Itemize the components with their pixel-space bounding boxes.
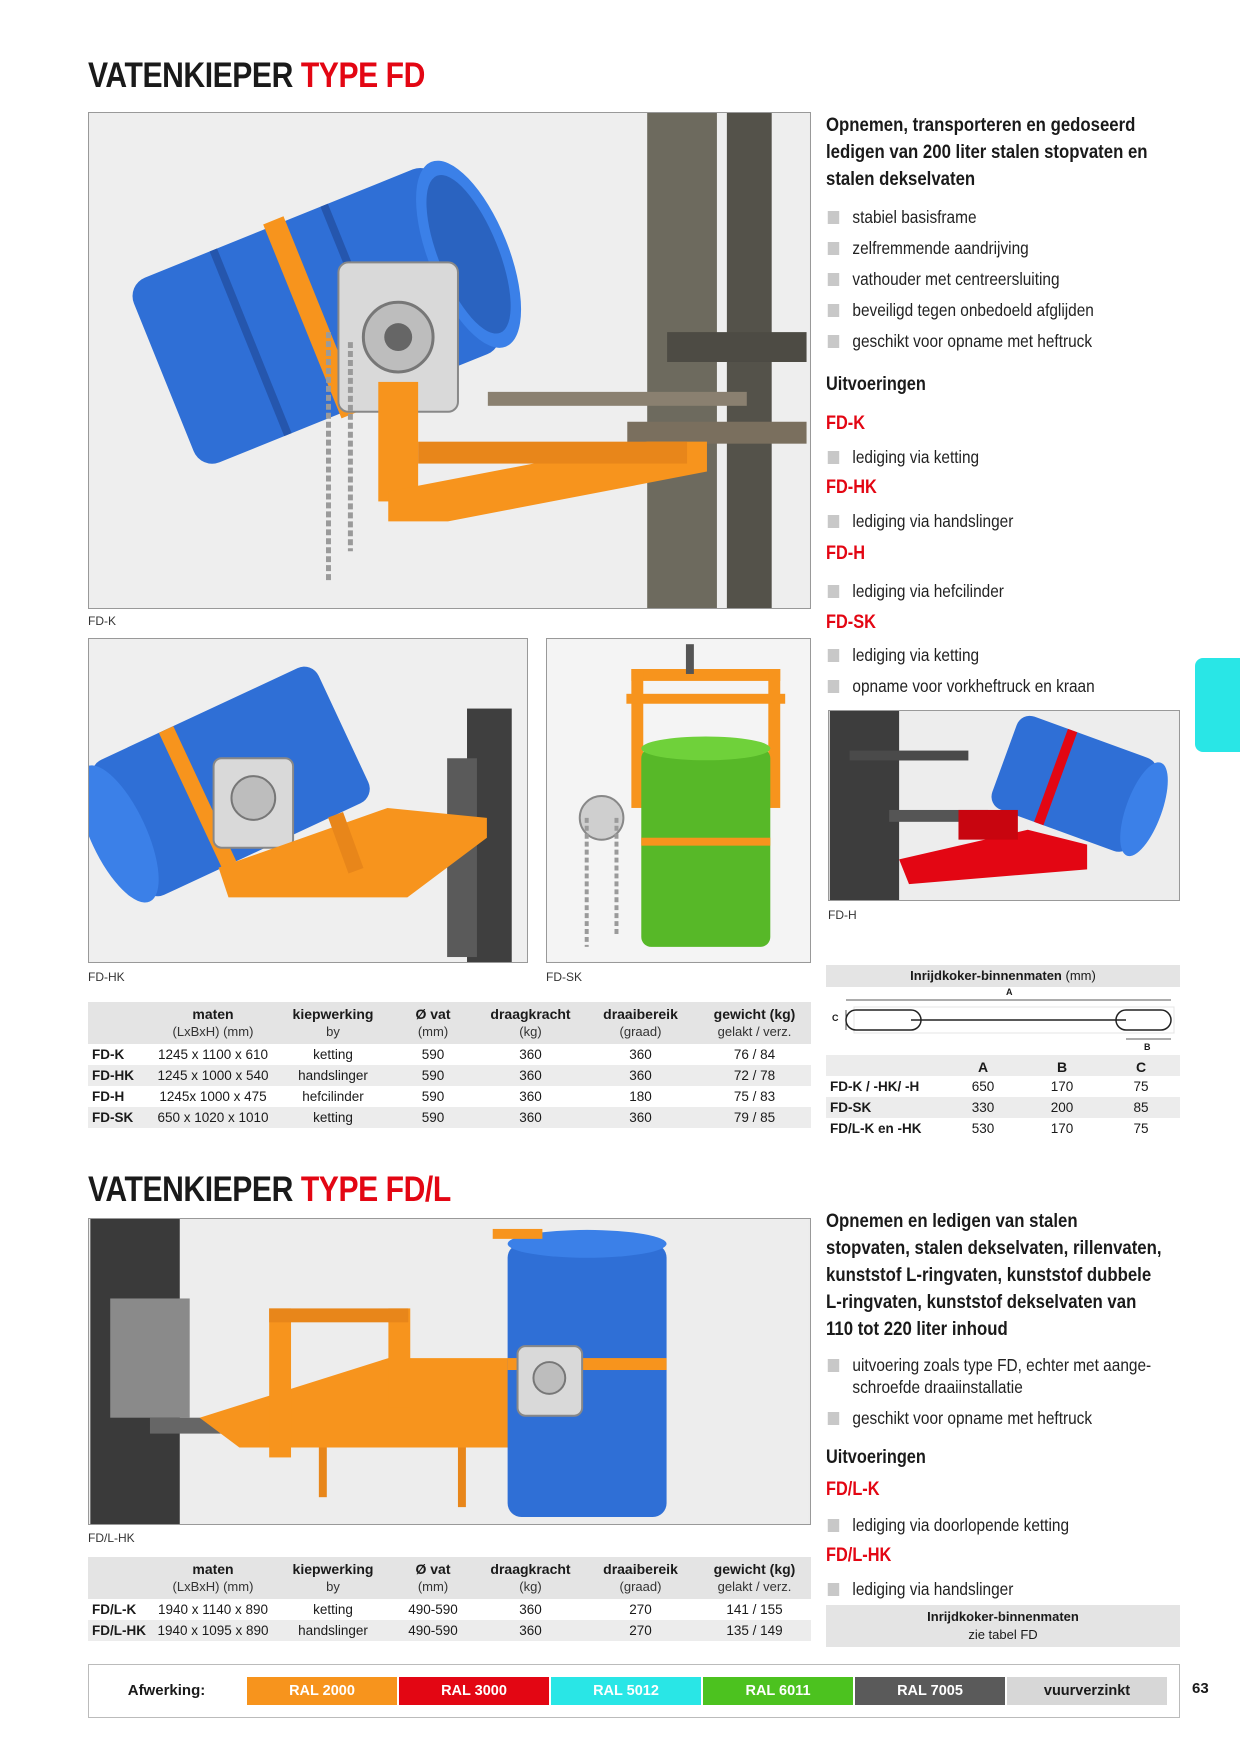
photo-fd-l-hk [88,1218,811,1525]
swatch-label: RAL 2000 [289,1683,355,1699]
table-subheader-row [88,1578,811,1599]
table-cell: 1940 x 1095 x 890 [157,1623,269,1638]
side-tab [1195,658,1240,752]
table-cell: 75 / 83 [733,1089,776,1104]
column-header: draagkracht [490,1561,571,1577]
table-cell: FD-SK [830,1100,872,1115]
table-cell: 590 [421,1089,445,1104]
table-cell: 530 [971,1121,995,1136]
section2-title [88,1170,451,1210]
title-red: TYPE FD/L [300,1170,451,1209]
spec-table [88,1002,811,1128]
column-subheader: (mm) [417,1579,449,1594]
table-cell: FD-H [92,1089,125,1104]
photo-fd-k [88,112,811,609]
table-cell: hefcilinder [302,1089,364,1104]
swatch-label: RAL 3000 [441,1683,507,1699]
column-subheader: (graad) [619,1024,662,1039]
swatch-ral-2000 [247,1677,397,1705]
table-cell: 650 [971,1079,995,1094]
table-header-row [826,1055,1180,1076]
swatch-label: RAL 5012 [593,1683,659,1699]
column-header: kiepwerking [292,1561,374,1577]
bullet-item: geschikt voor opname met heftruck [826,1407,1160,1429]
table-cell: 79 / 85 [733,1110,776,1125]
table-cell: 75 [1133,1079,1149,1094]
table-cell: 360 [519,1089,542,1104]
table-cell: FD-K / -HK/ -H [830,1079,920,1094]
table-cell: ketting [313,1047,353,1062]
inrij-values-table [826,1055,1180,1139]
bullet-item: lediging via handslinger [826,1578,1160,1600]
column-subheader [88,1578,148,1599]
column-header: draaibereik [603,1561,678,1577]
caption-fd-k: FD-K [88,614,116,628]
table-cell: 141 / 155 [726,1602,783,1617]
table-cell: 360 [629,1068,652,1083]
table-row [88,1620,811,1641]
column-subheader: (graad) [619,1579,662,1594]
variant-bullets [826,580,1206,611]
column-header: kiepwerking [292,1006,374,1022]
table-row [826,1097,1180,1118]
table-cell: 85 [1133,1100,1149,1115]
column-header [88,1557,148,1578]
table-cell: FD/L-K en -HK [830,1121,922,1136]
uitvoeringen-heading: Uitvoeringen [826,1447,926,1468]
column-header: A [977,1059,989,1075]
table-cell: 1245x 1000 x 475 [159,1089,267,1104]
page-number: 63 [1192,1680,1209,1697]
column-header: B [1056,1059,1068,1075]
swatch-label: vuurverzinkt [1043,1683,1131,1699]
table-cell: 1245 x 1000 x 540 [157,1068,269,1083]
fd-sk-illustration [547,639,810,962]
column-header: C [1135,1059,1147,1075]
table-cell: 590 [421,1047,445,1062]
photo-fd-hk [88,638,528,963]
table-cell: handslinger [298,1068,368,1083]
column-header: maten [192,1006,234,1022]
variant-code: FD/L-HK [826,1545,892,1566]
table-cell: 590 [421,1110,445,1125]
bullet-item: vathouder met centreersluiting [826,268,1160,290]
section2-bullets [826,1354,1206,1438]
section2-lead: Opnemen en ledigen van stalen stopvaten, stalen dekselvaten, rillenvaten, kunststof L-ringvaten, kunststof dubbele L-ringvaten, kunststof dekselvaten van 110 tot 220 liter inhoud [826,1210,1162,1340]
section1-bullets [826,206,1206,361]
variant-bullets [826,1514,1206,1545]
diagram-label-a: A [1006,987,1013,997]
caption-fd-h: FD-H [828,908,857,922]
table-cell: 1245 x 1100 x 610 [157,1047,269,1062]
caption-fd-hk: FD-HK [88,970,125,984]
column-header: draaibereik [603,1006,678,1022]
table-cell: FD/L-HK [92,1623,146,1638]
column-header: gewicht (kg) [713,1006,796,1022]
table-row [88,1044,811,1065]
photo-fd-sk [546,638,811,963]
column-subheader: by [326,1024,340,1039]
table-cell: 490-590 [408,1602,458,1617]
table-cell: 360 [629,1047,652,1062]
column-header: gewicht (kg) [713,1561,796,1577]
inrij-diagram [826,987,1180,1055]
table-cell: FD-SK [92,1110,134,1125]
table-cell: handslinger [298,1623,368,1638]
table-cell: 360 [519,1602,542,1617]
swatch-label: RAL 6011 [745,1683,811,1699]
inrij-diagram-drawing [826,987,1180,1055]
diagram-label-b: B [1144,1042,1151,1052]
uitvoeringen-heading: Uitvoeringen [826,374,926,395]
section1-lead: Opnemen, transporteren en gedoseerd ledigen van 200 liter stalen stopvaten en stalen dekselvaten [826,114,1148,190]
table-cell: 200 [1050,1100,1074,1115]
column-subheader: (mm) [417,1024,449,1039]
inrij-title-bold: Inrijdkoker-binnenmaten [910,968,1062,983]
inrij-note: zie tabel FD [968,1627,1038,1642]
finish-bar [88,1664,1180,1718]
column-header: maten [192,1561,234,1577]
swatch-ral-7005 [855,1677,1005,1705]
spec-table [88,1557,811,1641]
bullet-item: lediging via doorlopende ketting [826,1514,1160,1536]
table-cell: ketting [313,1110,353,1125]
bullet-item: lediging via handslinger [826,510,1160,532]
table-row [88,1107,811,1128]
swatch-vuurverzinkt [1007,1677,1167,1705]
spec-table-fd [88,1002,811,1128]
table-cell: 360 [629,1110,652,1125]
table-cell: 590 [421,1068,445,1083]
spec-table-fd-l [88,1557,811,1641]
finish-label: Afwerking: [127,1682,206,1699]
table-row [88,1599,811,1620]
table-cell: 180 [629,1089,652,1104]
column-header: Ø vat [415,1006,451,1022]
table-cell: 270 [629,1623,652,1638]
table-cell: 650 x 1020 x 1010 [157,1110,269,1125]
table-cell: 72 / 78 [733,1068,776,1083]
table-cell: 360 [519,1068,542,1083]
variant-code: FD/L-K [826,1479,880,1500]
fd-k-illustration [89,113,810,608]
table-cell: 76 / 84 [733,1047,776,1062]
title-black: VATENKIEPER [88,1170,293,1209]
inrij-title-unit: (mm) [1065,968,1096,983]
column-header: draagkracht [490,1006,571,1022]
table-header-row [88,1557,811,1578]
table-cell: 135 / 149 [726,1623,783,1638]
column-subheader: (LxBxH) (mm) [172,1024,254,1039]
swatch-label: RAL 7005 [897,1683,963,1699]
table-row [88,1065,811,1086]
table-cell: 330 [971,1100,995,1115]
table-subheader-row [88,1023,811,1044]
bullet-item: beveiligd tegen onbedoeld afglijden [826,299,1160,321]
variant-code: FD-H [826,543,866,564]
fd-l-hk-illustration [89,1219,810,1524]
table-row [826,1118,1180,1139]
inrij-table-fd [826,965,1180,1139]
swatch-ral-3000 [399,1677,549,1705]
table-cell: 490-590 [408,1623,458,1638]
section1-title [88,56,425,96]
variant-bullets [826,510,1206,541]
table-cell: 170 [1050,1079,1074,1094]
finish-swatches [247,1677,1167,1705]
table-cell: 360 [519,1047,542,1062]
variant-code: FD-SK [826,612,876,633]
column-subheader: gelakt / verz. [717,1024,792,1039]
bullet-item: stabiel basisframe [826,206,1160,228]
bullet-item: opname voor vorkheftruck en kraan [826,675,1160,697]
title-black: VATENKIEPER [88,56,293,95]
inrij-title: Inrijdkoker-binnenmaten [927,1609,1079,1624]
table-cell: FD-K [92,1047,125,1062]
bullet-item: lediging via ketting [826,644,1160,666]
variant-code: FD-HK [826,477,877,498]
column-header: Ø vat [415,1561,451,1577]
inrij-box-fd-l [826,1605,1180,1647]
table-cell: FD-HK [92,1068,134,1083]
column-header [88,1002,148,1023]
swatch-ral-6011 [703,1677,853,1705]
table-cell: 170 [1050,1121,1074,1136]
table-cell: FD/L-K [92,1602,137,1617]
caption-fd-sk: FD-SK [546,970,582,984]
table-cell: 360 [519,1110,542,1125]
title-red: TYPE FD [300,56,425,95]
variant-bullets [826,644,1206,706]
table-cell: ketting [313,1602,353,1617]
fd-hk-illustration [89,639,527,962]
table-row [826,1076,1180,1097]
column-subheader: (kg) [519,1579,542,1594]
table-row [88,1086,811,1107]
column-subheader: by [326,1579,340,1594]
diagram-label-c: C [832,1013,839,1023]
caption-fd-l-hk: FD/L-HK [88,1531,135,1545]
column-subheader: (LxBxH) (mm) [172,1579,254,1594]
bullet-item: uitvoering zoals type FD, echter met aange-schroefde draaiinstallatie [826,1354,1160,1398]
variant-code: FD-K [826,413,866,434]
photo-fd-h [828,710,1180,901]
column-header [826,1055,944,1076]
table-cell: 360 [519,1623,542,1638]
table-cell: 270 [629,1602,652,1617]
column-subheader: gelakt / verz. [717,1579,792,1594]
bullet-item: zelfremmende aandrijving [826,237,1160,259]
table-header-row [88,1002,811,1023]
fd-h-illustration [829,711,1179,900]
table-cell: 75 [1133,1121,1149,1136]
table-cell: 1940 x 1140 x 890 [157,1602,269,1617]
column-subheader [88,1023,148,1044]
column-subheader: (kg) [519,1024,542,1039]
bullet-item: geschikt voor opname met heftruck [826,330,1160,352]
inrij-title [826,965,1180,987]
swatch-ral-5012 [551,1677,701,1705]
bullet-item: lediging via hefcilinder [826,580,1160,602]
variant-bullets [826,446,1206,477]
bullet-item: lediging via ketting [826,446,1160,468]
